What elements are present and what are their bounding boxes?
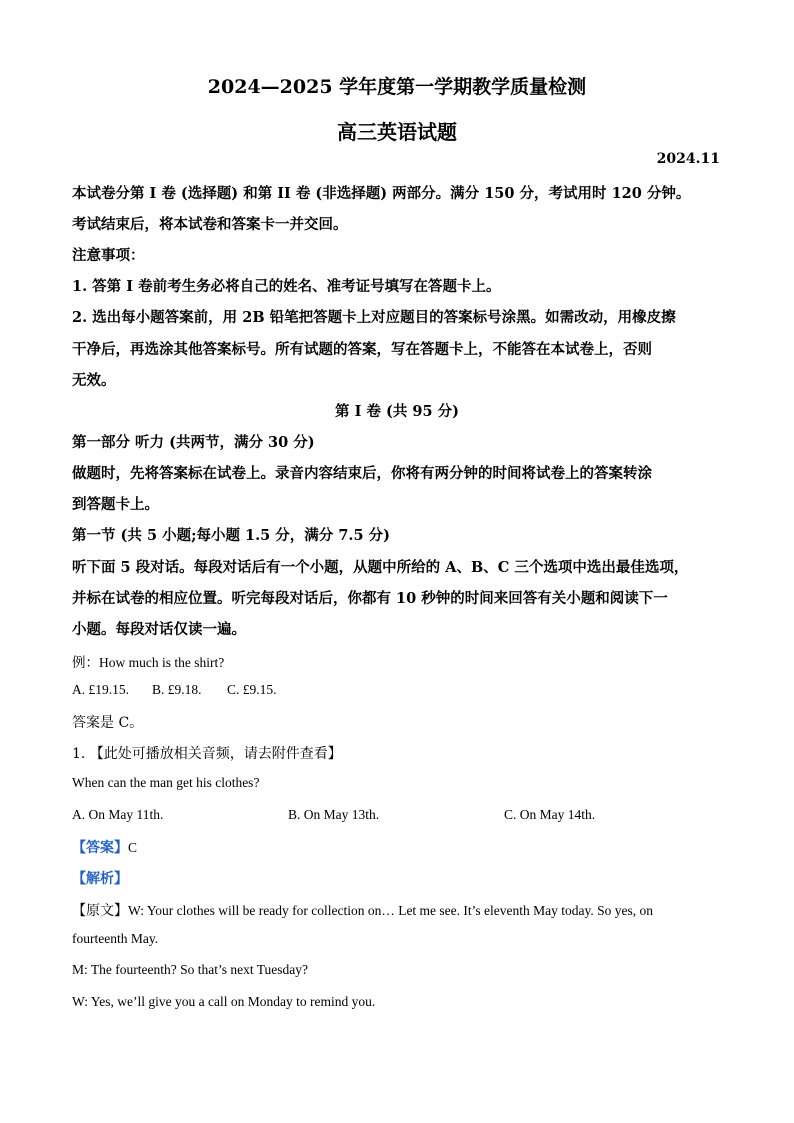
intro-line-1: 本试卷分第 I 卷 (选择题) 和第 II 卷 (非选择题) 两部分。满分 150 分，考试用时 120 分钟。 (72, 185, 691, 202)
transcript-line-1 (72, 900, 724, 920)
exam-title: 2024—2025 学年度第一学期教学质量检测 (207, 76, 587, 98)
transcript-line-4: W: Yes, we’ll give you a call on Monday to remind you. (72, 994, 376, 1009)
original-tag: 【原文】 (72, 903, 128, 919)
transcript-line-3: M: The fourteenth? So that’s next Tuesday? (72, 962, 308, 977)
question-1-analysis (72, 868, 724, 888)
example-option-b: B. £9.18. (152, 682, 202, 697)
note-2-line-1: 2. 选出每小题答案前，用 2B 铅笔把答题卡上对应题目的答案标号涂黑。如需改动，用橡皮擦 (72, 309, 676, 326)
question-1-option-c: C. On May 14th. (504, 807, 596, 822)
notes-heading: 注意事项： (72, 247, 145, 264)
part-1-heading: 第一部分 听力 (共两节，满分 30 分) (72, 434, 315, 451)
analysis-tag: 【解析】 (72, 871, 128, 887)
part-1-desc-line-2: 到答题卡上。 (72, 496, 159, 513)
transcript-text-1: W: Your clothes will be ready for collection on… Let me see. It’s eleventh May today. So yes, on (128, 903, 654, 918)
transcript-line-2: fourteenth May. (72, 931, 159, 946)
part-1-desc-line-1: 做题时，先将答案标在试卷上。录音内容结束后，你将有两分钟的时间将试卷上的答案转涂 (72, 465, 652, 482)
section-1-desc-line-3: 小题。每段对话仅读一遍。 (72, 621, 246, 638)
answer-tag: 【答案】 (72, 840, 128, 856)
example-answer: 答案是 C。 (72, 715, 144, 731)
section-1-heading: 第一节 (共 5 小题;每小题 1.5 分，满分 7.5 分) (72, 527, 390, 544)
note-2-line-2: 干净后，再选涂其他答案标号。所有试题的答案，写在答题卡上，不能答在本试卷上，否则 (72, 341, 652, 358)
exam-subtitle: 高三英语试题 (337, 120, 457, 144)
example-option-c: C. £9.15. (227, 682, 277, 697)
answer-value: C (128, 840, 138, 855)
intro-line-2: 考试结束后，将本试卷和答案卡一并交回。 (72, 216, 348, 233)
note-2-line-3: 无效。 (72, 372, 116, 389)
question-1-option-a: A. On May 11th. (72, 807, 164, 822)
example-question: 例：How much is the shirt? (72, 655, 225, 670)
question-1-option-b: B. On May 13th. (288, 807, 380, 822)
section-1-desc-line-1: 听下面 5 段对话。每段对话后有一个小题，从题中所给的 A、B、C 三个选项中选出最佳选项， (72, 559, 689, 576)
question-1-stem: When can the man get his clothes? (72, 775, 260, 790)
question-1-audio-note: 1. 【此处可播放相关音频，请去附件查看】 (72, 746, 342, 762)
exam-date: 2024.11 (656, 151, 720, 167)
question-1-answer (72, 837, 724, 857)
section-1-desc-line-2: 并标在试卷的相应位置。听完每段对话后，你都有 10 秒钟的时间来回答有关小题和阅读下一 (72, 590, 668, 607)
note-1: 1. 答第 I 卷前考生务必将自己的姓名、准考证号填写在答题卡上。 (72, 278, 501, 295)
volume-1-heading: 第 I 卷 (共 95 分) (335, 403, 459, 420)
example-option-a: A. £19.15. (72, 682, 129, 697)
